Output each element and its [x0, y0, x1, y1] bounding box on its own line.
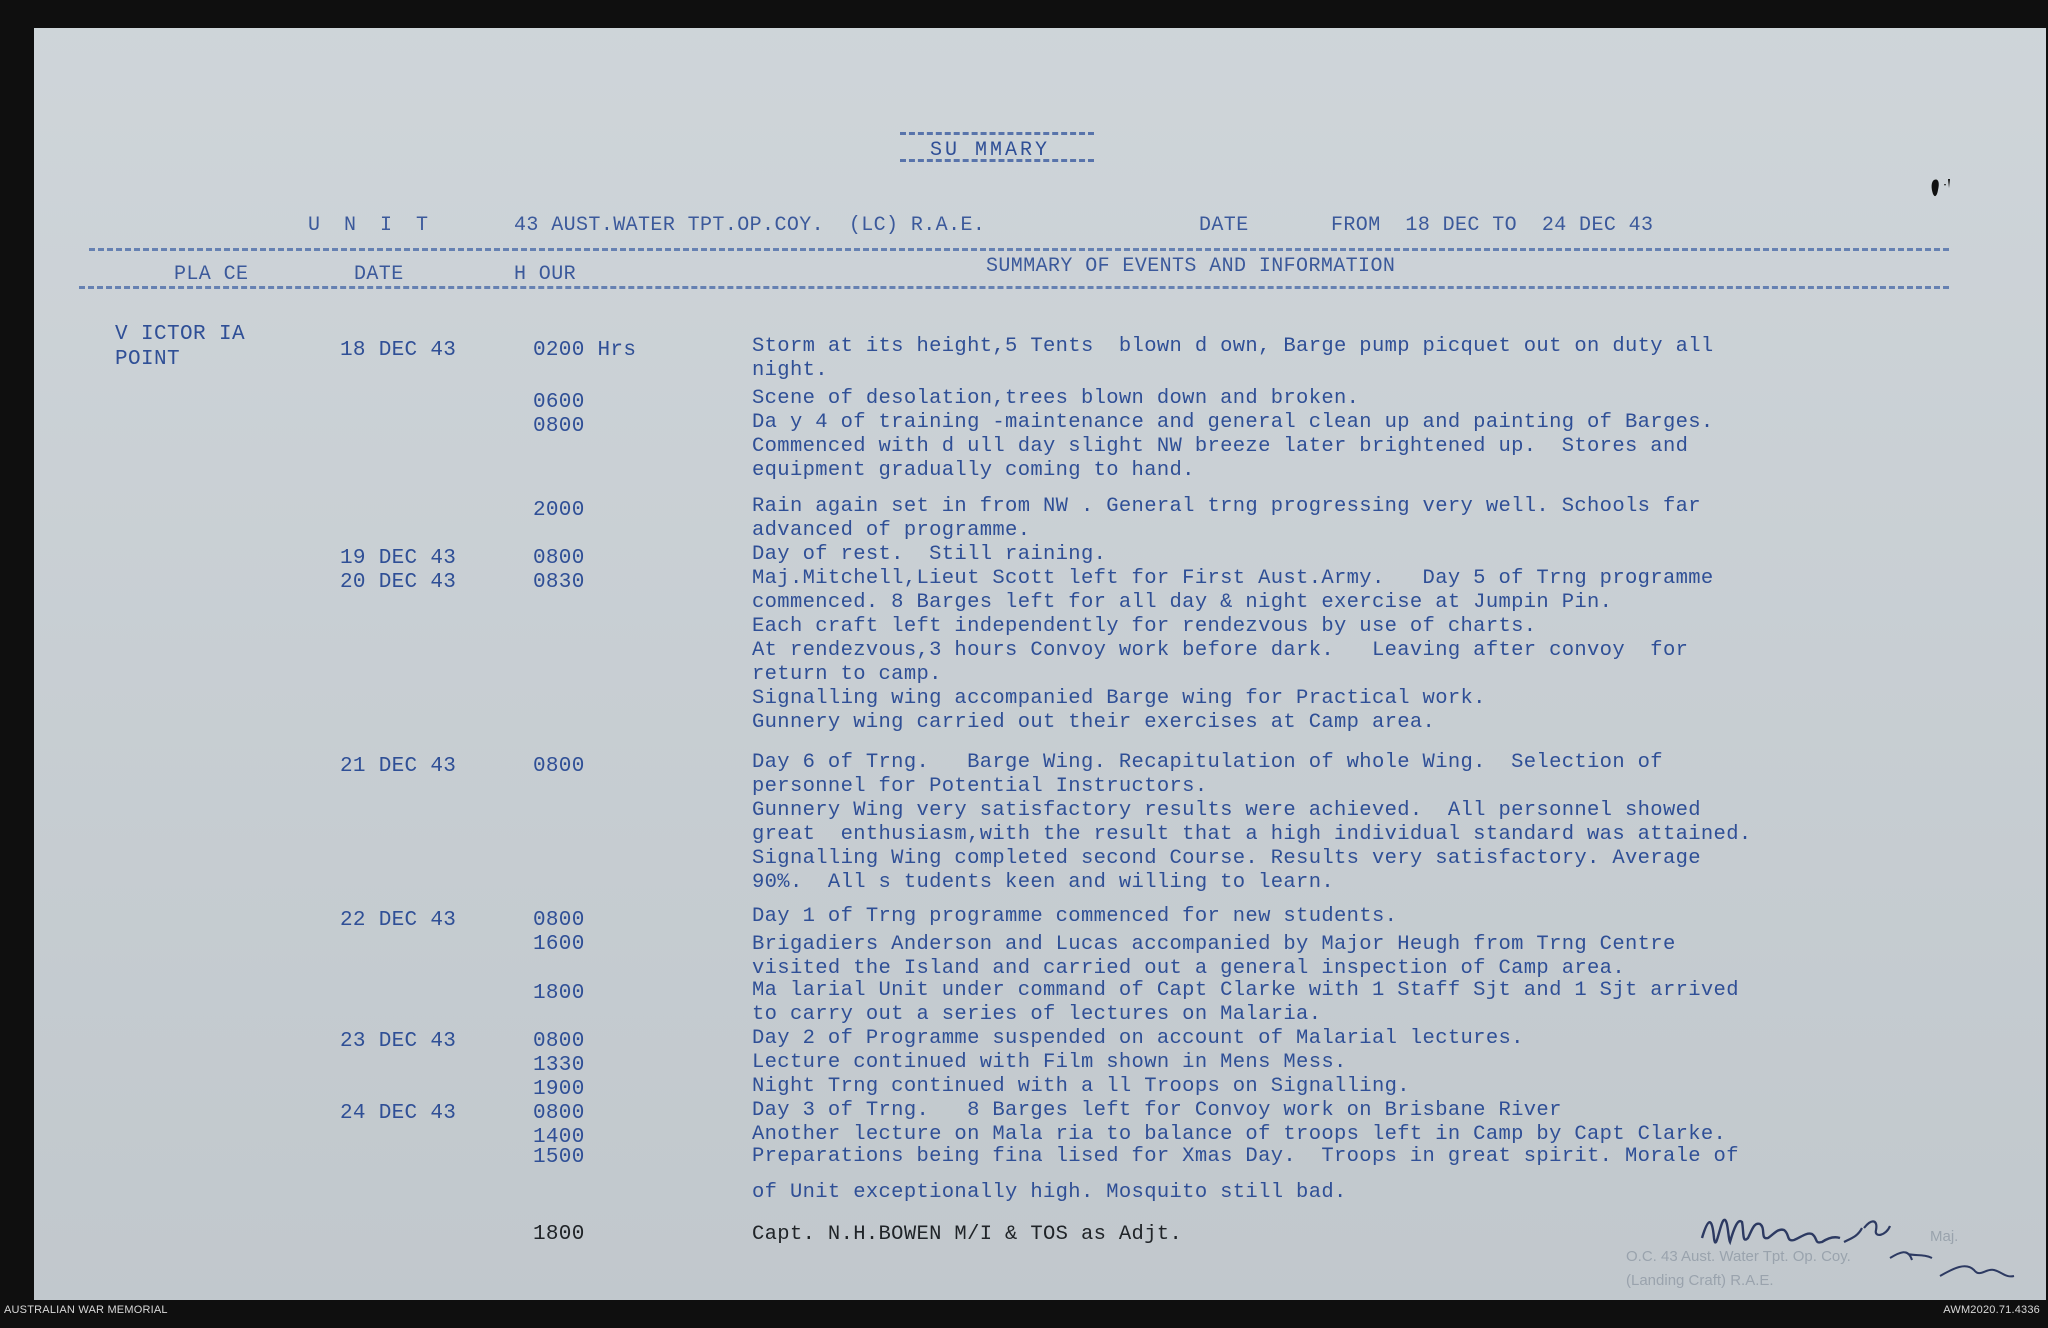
entry-hour: 2000 [533, 499, 585, 522]
entry-line: Ma larial Unit under command of Capt Clarke with 1 Staff Sjt and 1 Sjt arrived [752, 979, 1739, 1002]
header-date: DATE [354, 263, 404, 286]
entry-line: visited the Island and carried out a general inspection of Camp area. [752, 957, 1625, 980]
entry-line: Brigadiers Anderson and Lucas accompanied by Major Heugh from Trng Centre [752, 933, 1676, 956]
entry-date: 22 DEC 43 [340, 909, 457, 932]
entry-line: night. [752, 359, 828, 382]
entry-text [752, 543, 1902, 567]
entry-line: Gunnery wing carried out their exercises at Camp area. [752, 711, 1436, 734]
header-summary: SUMMARY OF EVENTS AND INFORMATION [986, 255, 1396, 278]
entry-line: Day 1 of Trng programme commenced for new students. [752, 905, 1398, 928]
handwritten-signature [1694, 1198, 2044, 1288]
entry-text [752, 495, 1902, 543]
entry-text [752, 1027, 1902, 1051]
date-value: FROM 18 DEC TO 24 DEC 43 [1331, 214, 1654, 237]
entry-line: equipment gradually coming to hand. [752, 459, 1195, 482]
entry-hour: 0800 [533, 755, 585, 778]
entry-line: 90%. All s tudents keen and willing to learn. [752, 871, 1334, 894]
entry-line: Commenced with d ull day slight NW breeze later brightened up. Stores and [752, 435, 1689, 458]
entry-line: At rendezvous,3 hours Convoy work before dark. Leaving after convoy for [752, 639, 1689, 662]
entry-line: Capt. N.H.BOWEN M/I & TOS as Adjt. [752, 1223, 1183, 1246]
entry-hour: 0800 [533, 547, 585, 570]
entry-line: of Unit exceptionally high. Mosquito still bad. [752, 1181, 1347, 1204]
entries [34, 28, 2046, 1300]
entry-text [752, 1145, 1902, 1205]
entry-date: 24 DEC 43 [340, 1102, 457, 1125]
header-place: PLA CE [174, 263, 249, 286]
unit-label: U N I T [308, 214, 435, 237]
header-hour: H OUR [514, 263, 577, 286]
entry-hour: 1600 [533, 933, 585, 956]
entry-date: 21 DEC 43 [340, 755, 457, 778]
entry-hour: 0800 [533, 909, 585, 932]
entry-line: commenced. 8 Barges left for all day & night exercise at Jumpin Pin. [752, 591, 1613, 614]
entry-hour: 1900 [533, 1078, 585, 1101]
entry-line: Da y 4 of training -maintenance and general clean up and painting of Barges. [752, 411, 1714, 434]
entry-hour: 1330 [533, 1054, 585, 1077]
title-text: SU MMARY [930, 139, 1051, 162]
entry-line: Preparations being fina lised for Xmas Day. Troops in great spirit. Morale of [752, 1145, 1739, 1168]
entry-line: Signalling wing accompanied Barge wing for Practical work. [752, 687, 1486, 710]
entry-text [752, 1123, 1902, 1147]
entry-line: personnel for Potential Instructors. [752, 775, 1208, 798]
entry-line: Rain again set in from NW . General trng progressing very well. Schools far [752, 495, 1701, 518]
entry-date: 19 DEC 43 [340, 547, 457, 570]
entry-hour: 1800 [533, 1223, 585, 1246]
entry-line: Day 3 of Trng. 8 Barges left for Convoy work on Brisbane River [752, 1099, 1562, 1122]
entry-hour: 1800 [533, 982, 585, 1005]
entry-date: 20 DEC 43 [340, 571, 457, 594]
archive-footer-left: AUSTRALIAN WAR MEMORIAL [4, 1304, 168, 1316]
entry-line: Each craft left independently for rendezvous by use of charts. [752, 615, 1537, 638]
entry-text [752, 1099, 1902, 1123]
entry-text [752, 905, 1902, 929]
entry-text [752, 335, 1902, 383]
entry-hour: 1400 [533, 1126, 585, 1149]
entry-line: advanced of programme. [752, 519, 1031, 542]
entry-date: 18 DEC 43 [340, 339, 457, 362]
entry-text [752, 567, 1902, 735]
entry-line: Day 6 of Trng. Barge Wing. Recapitulation of whole Wing. Selection of [752, 751, 1663, 774]
entry-text [752, 1051, 1902, 1075]
entry-line: Signalling Wing completed second Course. Results very satisfactory. Average [752, 847, 1701, 870]
place-line-2: POINT [115, 348, 181, 371]
stamp-line-3: (Landing Craft) R.A.E. [1626, 1272, 1774, 1289]
entry-line: great enthusiasm,with the result that a high individual standard was attained. [752, 823, 1752, 846]
entry-hour: 1500 [533, 1146, 585, 1169]
entry-line: return to camp. [752, 663, 942, 686]
entry-line: Scene of desolation,trees blown down and broken. [752, 387, 1360, 410]
entry-line: Maj.Mitchell,Lieut Scott left for First Aust.Army. Day 5 of Trng programme [752, 567, 1714, 590]
entry-hour: 0800 [533, 415, 585, 438]
stamp-line-1: Maj. [1930, 1228, 1959, 1245]
entry-text [752, 979, 1902, 1027]
entry-hour: 0800 [533, 1030, 585, 1053]
entry-hour: 0830 [533, 571, 585, 594]
archive-footer-right: AWM2020.71.4336 [1943, 1304, 2040, 1316]
entry-hour: 0800 [533, 1102, 585, 1125]
place-line-1: V ICTOR IA [115, 323, 246, 346]
entry-text [752, 933, 1902, 981]
entry-line: Day of rest. Still raining. [752, 543, 1107, 566]
document-sheet [34, 28, 2046, 1300]
entry-date: 23 DEC 43 [340, 1030, 457, 1053]
entry-hour: 0200 Hrs [533, 339, 637, 362]
entry-line: to carry out a series of lectures on Malaria. [752, 1003, 1322, 1026]
date-label: DATE [1199, 214, 1249, 237]
entry-line: Night Trng continued with a ll Troops on Signalling. [752, 1075, 1410, 1098]
entry-text [752, 387, 1902, 411]
entry-text [752, 751, 1902, 895]
stamp-line-2: O.C. 43 Aust. Water Tpt. Op. Coy. [1626, 1248, 1851, 1265]
entry-line: Another lecture on Mala ria to balance of troops left in Camp by Capt Clarke. [752, 1123, 1727, 1146]
entry-line: Gunnery Wing very satisfactory results were achieved. All personnel showed [752, 799, 1701, 822]
entry-hour: 0600 [533, 391, 585, 414]
unit-value: 43 AUST.WATER TPT.OP.COY. (LC) R.A.E. [514, 214, 986, 237]
entry-line: Lecture continued with Film shown in Mens Mess. [752, 1051, 1347, 1074]
entry-text [752, 411, 1902, 483]
entry-line: Storm at its height,5 Tents blown d own, Barge pump picquet out on duty all [752, 335, 1714, 358]
entry-line: Day 2 of Programme suspended on account of Malarial lectures. [752, 1027, 1524, 1050]
entry-text [752, 1075, 1902, 1099]
